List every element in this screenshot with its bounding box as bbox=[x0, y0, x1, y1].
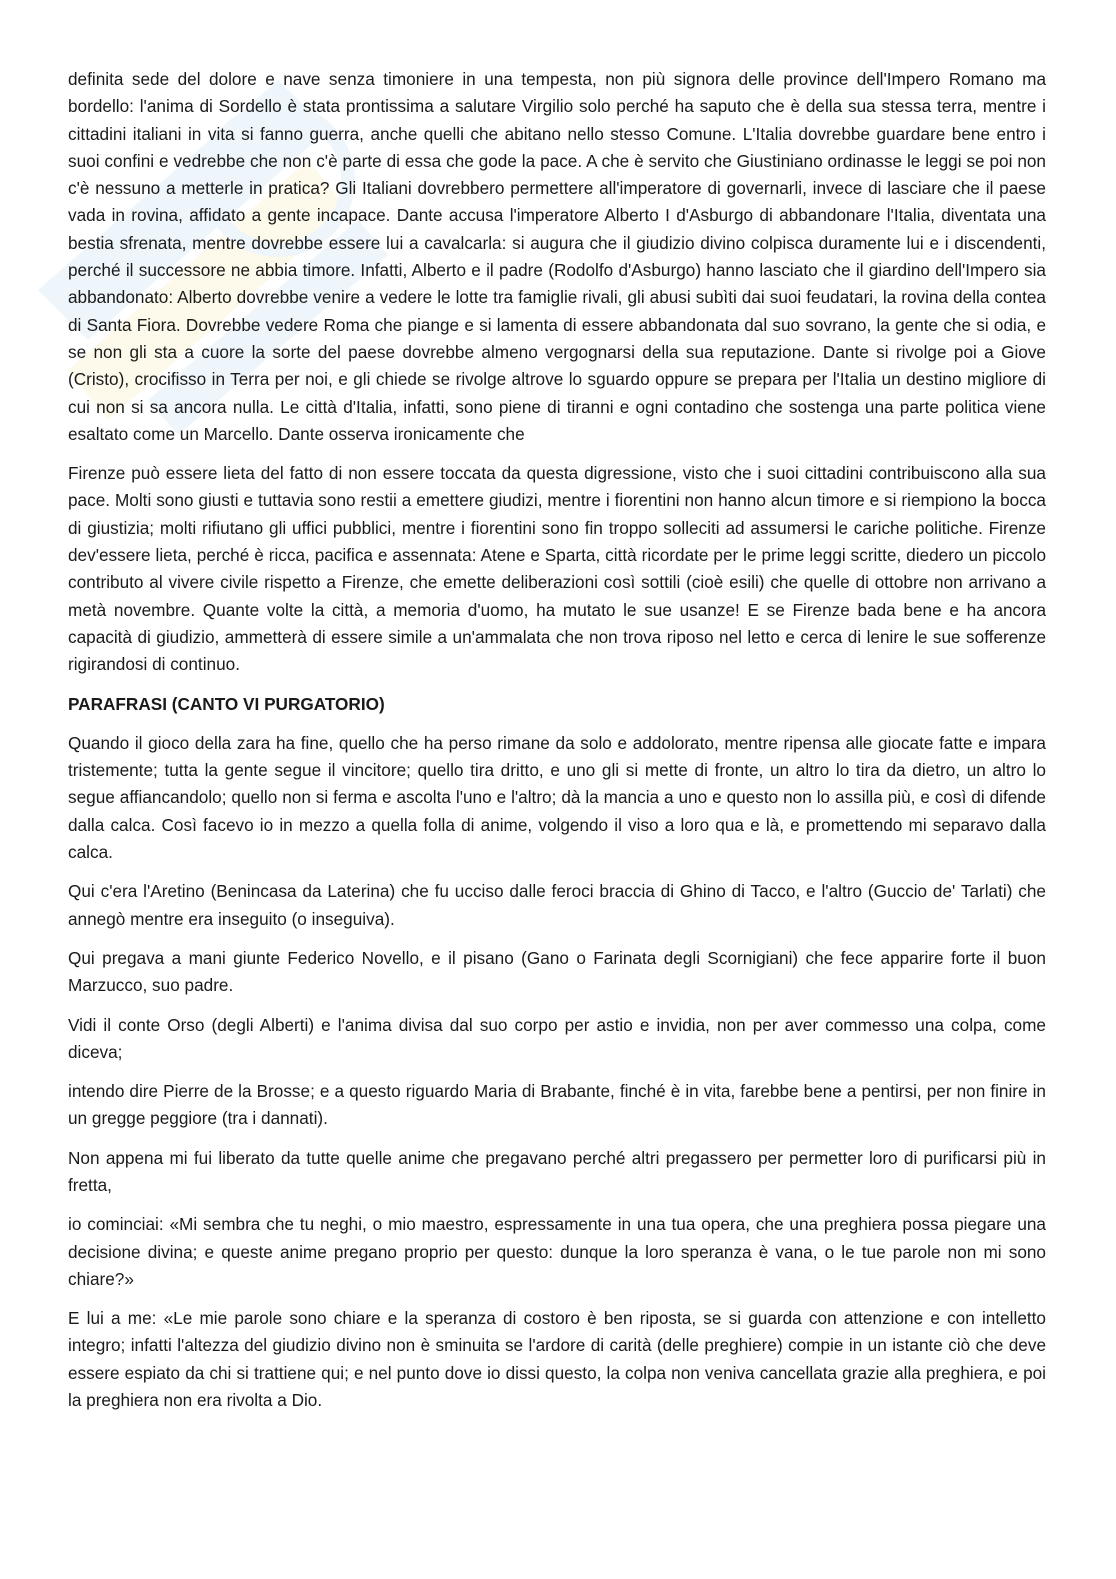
paragraph-parafrasi-2: Qui c'era l'Aretino (Benincasa da Laterina) che fu ucciso dalle feroci braccia di Ghino di Tacco, e l'altro (Guccio de' Tarlati) che annegò mentre era inseguito (o inseguiva). bbox=[68, 881, 1046, 929]
paragraph-parafrasi-6: Non appena mi fui liberato da tutte quelle anime che pregavano perché altri pregassero per permetter loro di purificarsi più in fretta, bbox=[68, 1147, 1046, 1195]
document-page bbox=[68, 66, 1046, 1426]
paragraph-parafrasi-1: Quando il gioco della zara ha fine, quello che ha perso rimane da solo e addolorato, mentre ripensa alle giocate fatte e impara tristemente; tutta la gente segue il vincitore; quello tira dritto, e uno gli si mette di fronte, un altro lo tira da dietro, un altro lo segue affiancandolo; quello non si ferma e ascolta l'uno e l'altro; dà la mancia a uno e questo non lo assilla più, e così di difende dalla calca. Così facevo io in mezzo a quella folla di anime, volgendo il viso a loro qua e là, e promettendo mi separavo dalla calca. bbox=[68, 732, 1046, 863]
paragraph-parafrasi-5: intendo dire Pierre de la Brosse; e a questo riguardo Maria di Brabante, finché è in vita, farebbe bene a pentirsi, per non finire in un gregge peggiore (tra i dannati). bbox=[68, 1081, 1046, 1129]
paragraph-intro-2: Firenze può essere lieta del fatto di non essere toccata da questa digressione, visto che i suoi cittadini contribuiscono alla sua pace. Molti sono giusti e tuttavia sono restii a emettere giudizi, mentre i fiorentini non hanno alcun timore e si riempiono la bocca di giustizia; molti rifiutano gli uffici pubblici, mentre i fiorentini sono fin troppo solleciti ad assumersi le cariche politiche. Firenze dev'essere lieta, perché è ricca, pacifica e assennata: Atene e Sparta, città ricordate per le prime leggi scritte, diedero un piccolo contributo al vivere civile rispetto a Firenze, che emette deliberazioni così sottili (cioè esili) che quelle di ottobre non arrivano a metà novembre. Quante volte la città, a memoria d'uomo, ha mutato le sue usanze! E se Firenze bada bene e ha ancora capacità di giudizio, ammetterà di essere simile a un'ammalata che non trova riposo nel letto e cerca di lenire le sue sofferenze rigirandosi di continuo. bbox=[68, 463, 1046, 675]
section-heading: PARAFRASI (CANTO VI PURGATORIO) bbox=[68, 693, 385, 714]
paragraph-intro-1: definita sede del dolore e nave senza timoniere in una tempesta, non più signora delle province dell'Impero Romano ma bordello: l'anima di Sordello è stata prontissima a salutare Virgilio solo perché ha saputo che è della sua stessa terra, mentre i cittadini italiani in vita si fanno guerra, anche quelli che abitano nello stesso Comune. L'Italia dovrebbe guardare bene entro i suoi confini e vedrebbe che non c'è parte di essa che gode la pace. A che è servito che Giustiniano ordinasse le leggi se poi non c'è nessuno a metterle in pratica? Gli Italiani dovrebbero permettere all'imperatore di governarli, invece di lasciare che il paese vada in rovina, affidato a gente incapace. Dante accusa l'imperatore Alberto I d'Asburgo di abbandonare l'Italia, diventata una bestia sfrenata, mentre dovrebbe essere lui a cavalcarla: si augura che il giudizio divino colpisca duramente lui e i discendenti, perché il successore ne abbia timore. Infatti, Alberto e il padre (Rodolfo d'Asburgo) hanno lasciato che il giardino dell'Impero sia abbandonato: Alberto dovrebbe venire a vedere le lotte tra famiglie rivali, gli abusi subìti dai suoi feudatari, la rovina della contea di Santa Fiora. Dovrebbe vedere Roma che piange e si lamenta di essere abbandonata dal suo sovrano, la gente che si odia, e se non gli sta a cuore la sorte del paese dovrebbe almeno vergognarsi della sua reputazione. Dante si rivolge poi a Giove (Cristo), crocifisso in Terra per noi, e gli chiede se rivolge altrove lo sguardo oppure se prepara per l'Italia un destino migliore di cui non si sa ancora nulla. Le città d'Italia, infatti, sono piene di tiranni e ogni contadino che sostenga una parte politica viene esaltato come un Marcello. Dante osserva ironicamente che bbox=[68, 69, 1046, 444]
paragraph-parafrasi-3: Qui pregava a mani giunte Federico Novello, e il pisano (Gano o Farinata degli Scornigiani) che fece apparire forte il buon Marzucco, suo padre. bbox=[68, 947, 1046, 996]
paragraph-parafrasi-7: io cominciai: «Mi sembra che tu neghi, o mio maestro, espressamente in una tua opera, che una preghiera possa piegare una decisione divina; e queste anime pregano proprio per questo: dunque la loro speranza è vana, o le tue parole non mi sono chiare?» bbox=[68, 1214, 1046, 1289]
paragraph-parafrasi-8: E lui a me: «Le mie parole sono chiare e la speranza di costoro è ben riposta, se si guarda con attenzione e con intelletto integro; infatti l'altezza del giudizio divino non è sminuita se l'ardore di carità (delle preghiere) compie in un istante ciò che deve essere espiato da chi si trattiene qui; e nel punto dove io dissi questo, la colpa non veniva cancellata grazie alla preghiera, e poi la preghiera non era rivolta a Dio. bbox=[68, 1308, 1046, 1411]
paragraph-parafrasi-4: Vidi il conte Orso (degli Alberti) e l'anima divisa dal suo corpo per astio e invidia, non per aver commesso una colpa, come diceva; bbox=[68, 1014, 1046, 1062]
